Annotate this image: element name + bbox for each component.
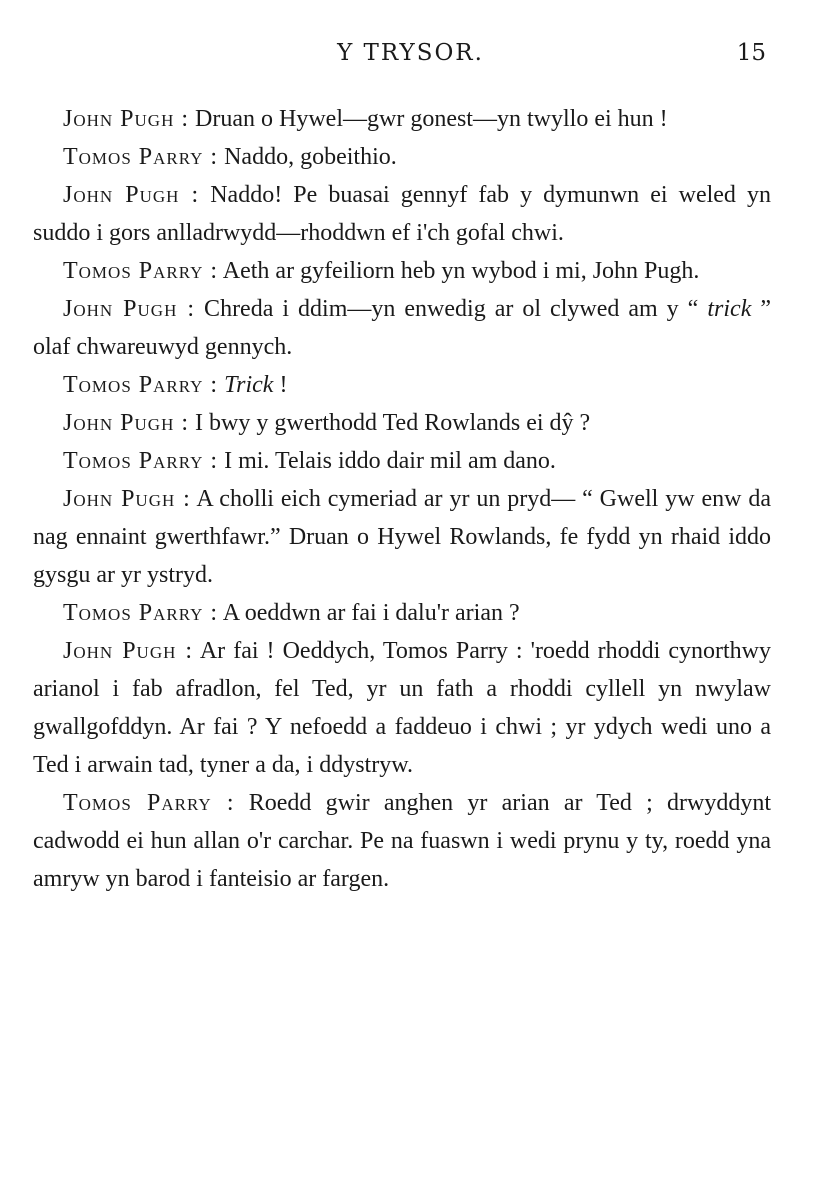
running-head <box>0 38 821 68</box>
speech-text: I bwy y gwerthodd Ted Rowlands ei dŷ ? <box>189 410 591 436</box>
speech-text: A cholli eich cymeriad ar yr un pryd— “ Gwell yw enw da nag ennaint gwerthfawr.” Druan o Hywel Rowlands, fe fydd yn rhaid iddo gysgu ar yr ystryd. <box>33 486 771 588</box>
page-number: 15 <box>736 40 766 66</box>
speaker-name: Tomos Parry : <box>63 448 219 474</box>
speaker-name: Tomos Parry : <box>63 372 219 398</box>
italic-word: trick <box>707 296 752 322</box>
speech-text: Ar fai ! Oeddych, Tomos Parry : 'roedd rhoddi cynorthwy arianol i fab afradlon, fel Ted, yr un fath a rhoddi cyllell yn nwylaw gwallgofddyn. Ar fai ? Y nefoedd a faddeuo i chwi ; yr ydych wedi uno a Ted i arwain tad, tyner a da, i ddystryw. <box>33 638 771 778</box>
speech-text: ” olaf chwareuwyd gennych. <box>33 296 772 360</box>
speaker-name: John Pugh : <box>63 410 190 436</box>
speech-text: Roedd gwir anghen yr arian ar Ted ; drwyddynt cadwodd ei hun allan o'r carchar. Pe na fuaswn i wedi prynu y ty, roedd yna amryw yn barod i fanteisio ar fargen. <box>33 790 772 892</box>
speech-text: Druan o Hywel—gwr gonest—yn twyllo ei hun ! <box>189 106 668 132</box>
speaker-name: John Pugh : <box>63 486 191 512</box>
dialogue-paragraph <box>33 100 771 138</box>
dialogue-paragraph <box>33 366 771 404</box>
speech-text: Aeth ar gyfeiliorn heb yn wybod i mi, John Pugh. <box>218 258 700 284</box>
speech-text: I mi. Telais iddo dair mil am dano. <box>218 448 556 474</box>
dialogue-paragraph <box>33 290 771 366</box>
dialogue-paragraph <box>33 594 771 632</box>
speech-text: A oeddwn ar fai i dalu'r arian ? <box>218 600 520 626</box>
dialogue-paragraph <box>33 632 771 784</box>
speaker-name: Tomos Parry : <box>63 600 219 626</box>
speaker-name: Tomos Parry : <box>63 258 219 284</box>
dialogue-text <box>33 100 771 898</box>
running-title: Y TRYSOR. <box>337 40 484 66</box>
speech-text: Naddo, gobeithio. <box>218 144 397 170</box>
speech-text: Chreda i ddim—yn enwedig ar ol clywed am y “ <box>195 296 708 322</box>
speaker-name: Tomos Parry : <box>63 790 235 816</box>
italic-word: Trick <box>224 372 274 398</box>
dialogue-paragraph <box>33 252 771 290</box>
dialogue-paragraph <box>33 138 771 176</box>
dialogue-paragraph <box>33 442 771 480</box>
dialogue-paragraph <box>33 784 771 898</box>
speaker-name: John Pugh : <box>63 296 196 322</box>
speaker-name: John Pugh : <box>63 106 190 132</box>
speech-text: Naddo! Pe buasai gennyf fab y dymunwn ei weled yn suddo i gors anlladrwydd—rhoddwn ef i'ch gofal chwi. <box>33 182 771 246</box>
speaker-name: John Pugh : <box>63 182 200 208</box>
speaker-name: Tomos Parry : <box>63 144 219 170</box>
dialogue-paragraph <box>33 176 771 252</box>
speech-text: ! <box>273 372 288 398</box>
dialogue-paragraph <box>33 480 771 594</box>
speaker-name: John Pugh : <box>63 638 194 664</box>
dialogue-paragraph <box>33 404 771 442</box>
